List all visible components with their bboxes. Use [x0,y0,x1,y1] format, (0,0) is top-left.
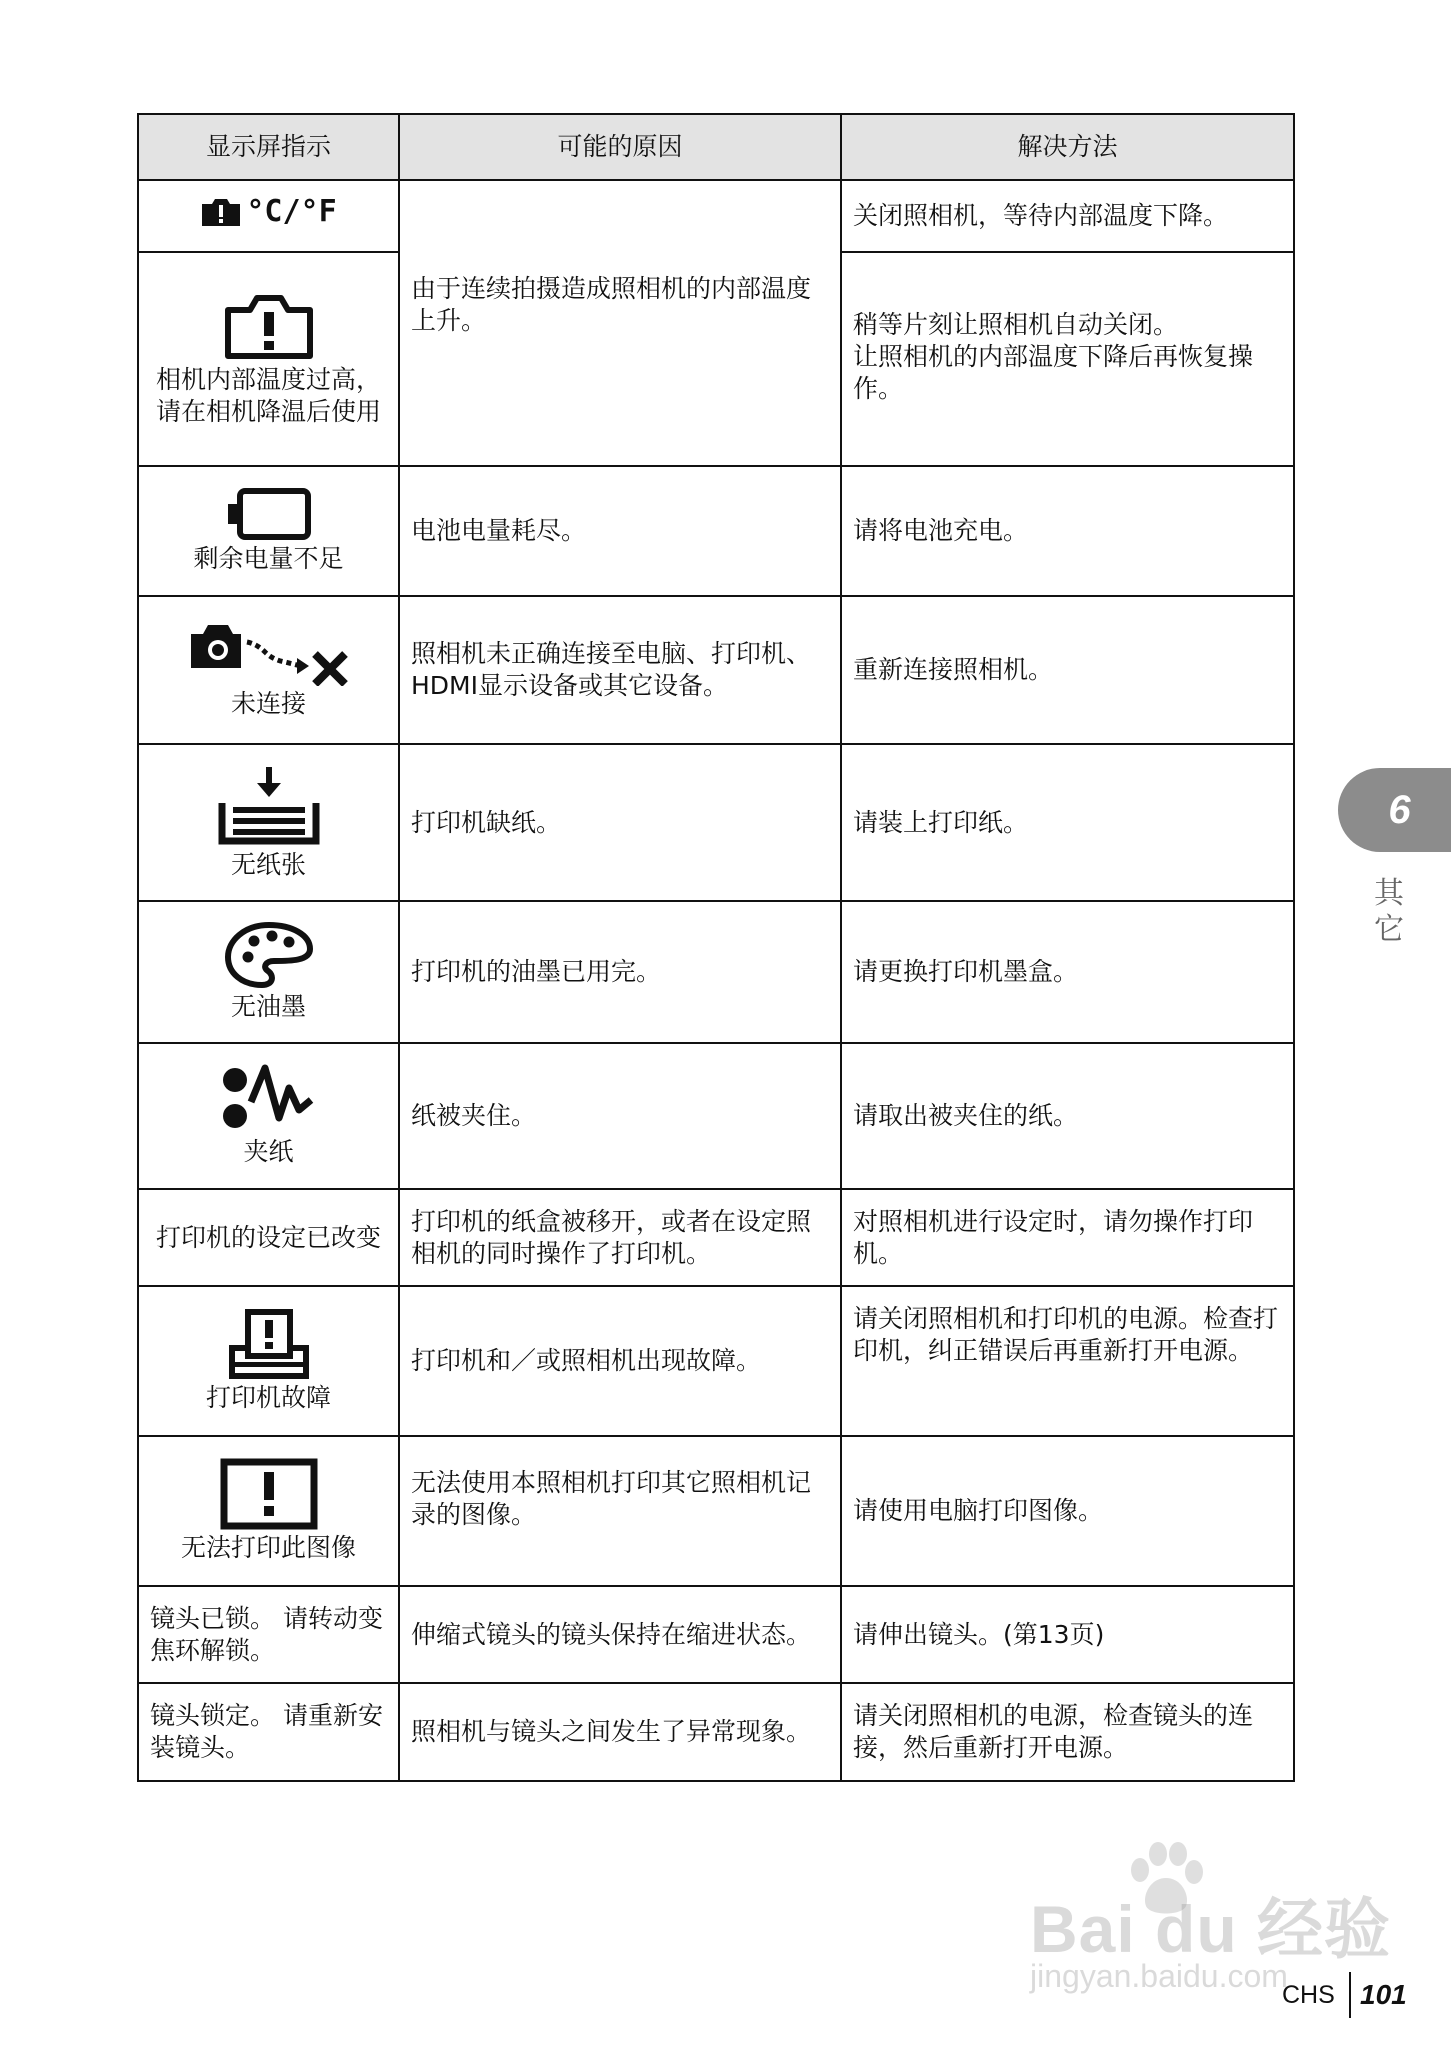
indicator-cell [138,1043,399,1189]
watermark-brand: Bai du 经验 [1030,1892,1392,1966]
chapter-label: 其它 [1374,876,1404,947]
printer-error-icon [226,1308,312,1380]
indicator-cell [138,1286,399,1436]
temperature-warning-icon [200,196,336,228]
table-row [138,1586,1294,1683]
cause-cell: 打印机和／或照相机出现故障。 [399,1286,841,1436]
table-row [138,1436,1294,1586]
indicator-cell: 镜头已锁。 请转动变焦环解锁。 [138,1586,399,1683]
indicator-cell [138,901,399,1043]
solution-cell: 请使用电脑打印图像。 [841,1436,1294,1586]
no-paper-icon [217,765,321,847]
cause-cell: 纸被夹住。 [399,1043,841,1189]
no-ink-palette-icon [224,921,314,989]
header-solution: 解决方法 [841,114,1294,180]
footer-divider [1349,1972,1351,2018]
solution-cell: 请伸出镜头。(第13页) [841,1586,1294,1683]
table-row [138,466,1294,596]
camera-warning-icon [223,290,315,362]
solution-cell: 请将电池充电。 [841,466,1294,596]
table-row [138,1286,1294,1436]
cause-text: 由于连续拍摄造成照相机的内部温度上升。 [411,274,812,335]
solution-cell: 重新连接照相机。 [841,596,1294,744]
indicator-label: 打印机故障 [205,1383,331,1412]
temperature-unit-label: °C/°F [246,194,337,229]
solution-cell: 请关闭照相机的电源，检查镜头的连接，然后重新打开电源。 [841,1683,1294,1781]
no-connection-icon [189,620,349,686]
cause-cell: 电池电量耗尽。 [399,466,841,596]
indicator-cell: 镜头锁定。 请重新安装镜头。 [138,1683,399,1781]
solution-cell: 对照相机进行设定时，请勿操作打印机。 [841,1189,1294,1286]
cannot-print-icon [220,1458,318,1530]
cause-cell: 打印机的油墨已用完。 [399,901,841,1043]
table-row [138,901,1294,1043]
indicator-label: 无法打印此图像 [180,1533,356,1562]
indicator-label: 相机内部温度过高， 请在相机降温后使用 [155,365,381,426]
indicator-cell [138,744,399,901]
indicator-cell [138,596,399,744]
indicator-cell [138,1189,399,1286]
solution-cell: 请更换打印机墨盒。 [841,901,1294,1043]
indicator-cell [138,1436,399,1586]
cause-cell: 无法使用本照相机打印其它照相机记录的图像。 [399,1436,841,1586]
empty-battery-icon [226,487,312,541]
indicator-label: 夹纸 [243,1137,294,1166]
error-message-table [137,113,1295,1782]
table-row [138,1189,1294,1286]
cause-cell [399,180,841,466]
table-header-row [138,114,1294,180]
table-row [138,744,1294,901]
indicator-cell [138,180,399,252]
cause-cell: 伸缩式镜头的镜头保持在缩进状态。 [399,1586,841,1683]
paper-jam-icon [221,1064,317,1134]
table-row [138,180,1294,252]
indicator-cell [138,466,399,596]
cause-cell: 打印机的纸盒被移开，或者在设定照相机的同时操作了打印机。 [399,1189,841,1286]
indicator-label: 剩余电量不足 [193,544,344,573]
table-row [138,1043,1294,1189]
chapter-tab[interactable]: 6 [1338,768,1451,852]
solution-cell: 请取出被夹住的纸。 [841,1043,1294,1189]
table-row [138,596,1294,744]
indicator-cell [138,252,399,466]
footer-language: CHS [1282,1981,1335,2009]
indicator-label: 无油墨 [230,992,306,1021]
solution-cell: 稍等片刻让照相机自动关闭。 让照相机的内部温度下降后再恢复操作。 [841,252,1294,466]
header-indicator: 显示屏指示 [138,114,399,180]
header-cause: 可能的原因 [399,114,841,180]
indicator-label: 无纸张 [230,849,306,879]
solution-cell: 请关闭照相机和打印机的电源。检查打印机，纠正错误后再重新打开电源。 [841,1286,1294,1436]
cause-cell: 照相机与镜头之间发生了异常现象。 [399,1683,841,1781]
cause-cell: 打印机缺纸。 [399,744,841,901]
solution-cell: 请装上打印纸。 [841,744,1294,901]
indicator-label: 打印机的设定已改变 [155,1222,381,1252]
cause-cell: 照相机未正确连接至电脑、打印机、HDMI显示设备或其它设备。 [399,596,841,744]
page-number: 101 [1360,1979,1407,2010]
solution-cell: 关闭照相机，等待内部温度下降。 [841,180,1294,252]
table-row [138,1683,1294,1781]
watermark-url: jingyan.baidu.com [1030,1958,1288,1994]
indicator-label: 未连接 [230,689,306,718]
